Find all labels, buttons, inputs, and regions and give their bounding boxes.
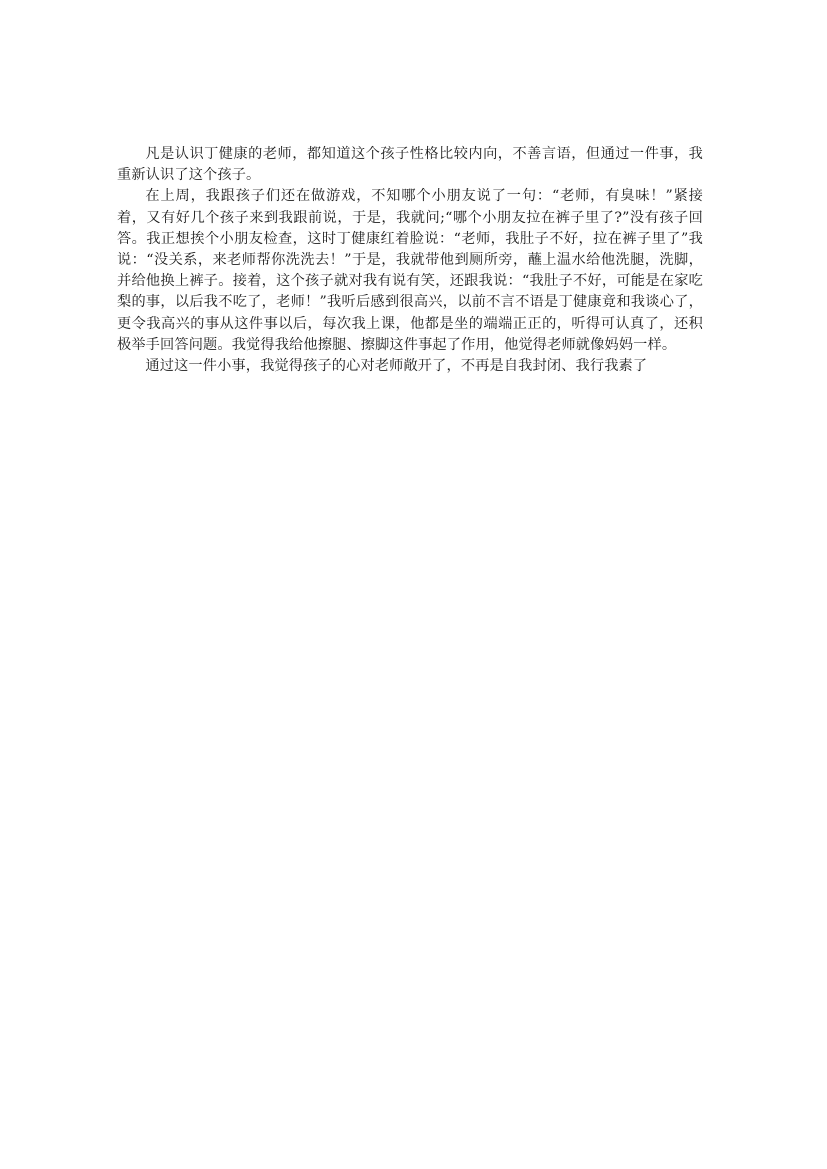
paragraph-conclusion: 通过这一件小事，我觉得孩子的心对老师敞开了，不再是自我封闭、我行我素了 [145,358,648,375]
paragraph-story: 在上周，我跟孩子们还在做游戏，不知哪个小朋友说了一句：“老师，有臭味！”紧接着，又有好几个孩子来到我跟前说，于是，我就问;“哪个小朋友拉在裤子里了?”没有孩子回答。我正想挨个小朋友检查，这时丁健康红着脸说：“老师，我肚子不好，拉在裤子里了”我说：“没关系，来老师帮你洗洗去！”于是，我就带他到厕所旁，蘸上温水给他洗腿，洗脚，并给他换上裤子。接着，这个孩子就对我有说有笑，还跟我说：“我肚子不好，可能是在家吃梨的事，以后我不吃了，老师！”我听后感到很高兴，以前不言不语是丁健康竟和我谈心了，更令我高兴的事从这件事以后，每次我上课，他都是坐的端端正正的，听得可认真了，还积极举手回答问题。我觉得我给他擦腿、擦脚这件事起了作用，他觉得老师就像妈妈一样。 [117,188,703,353]
document-body [117,144,703,377]
paragraph-intro: 凡是认识丁健康的老师，都知道这个孩子性格比较内向，不善言语，但通过一件事，我重新认识了这个孩子。 [117,146,703,184]
